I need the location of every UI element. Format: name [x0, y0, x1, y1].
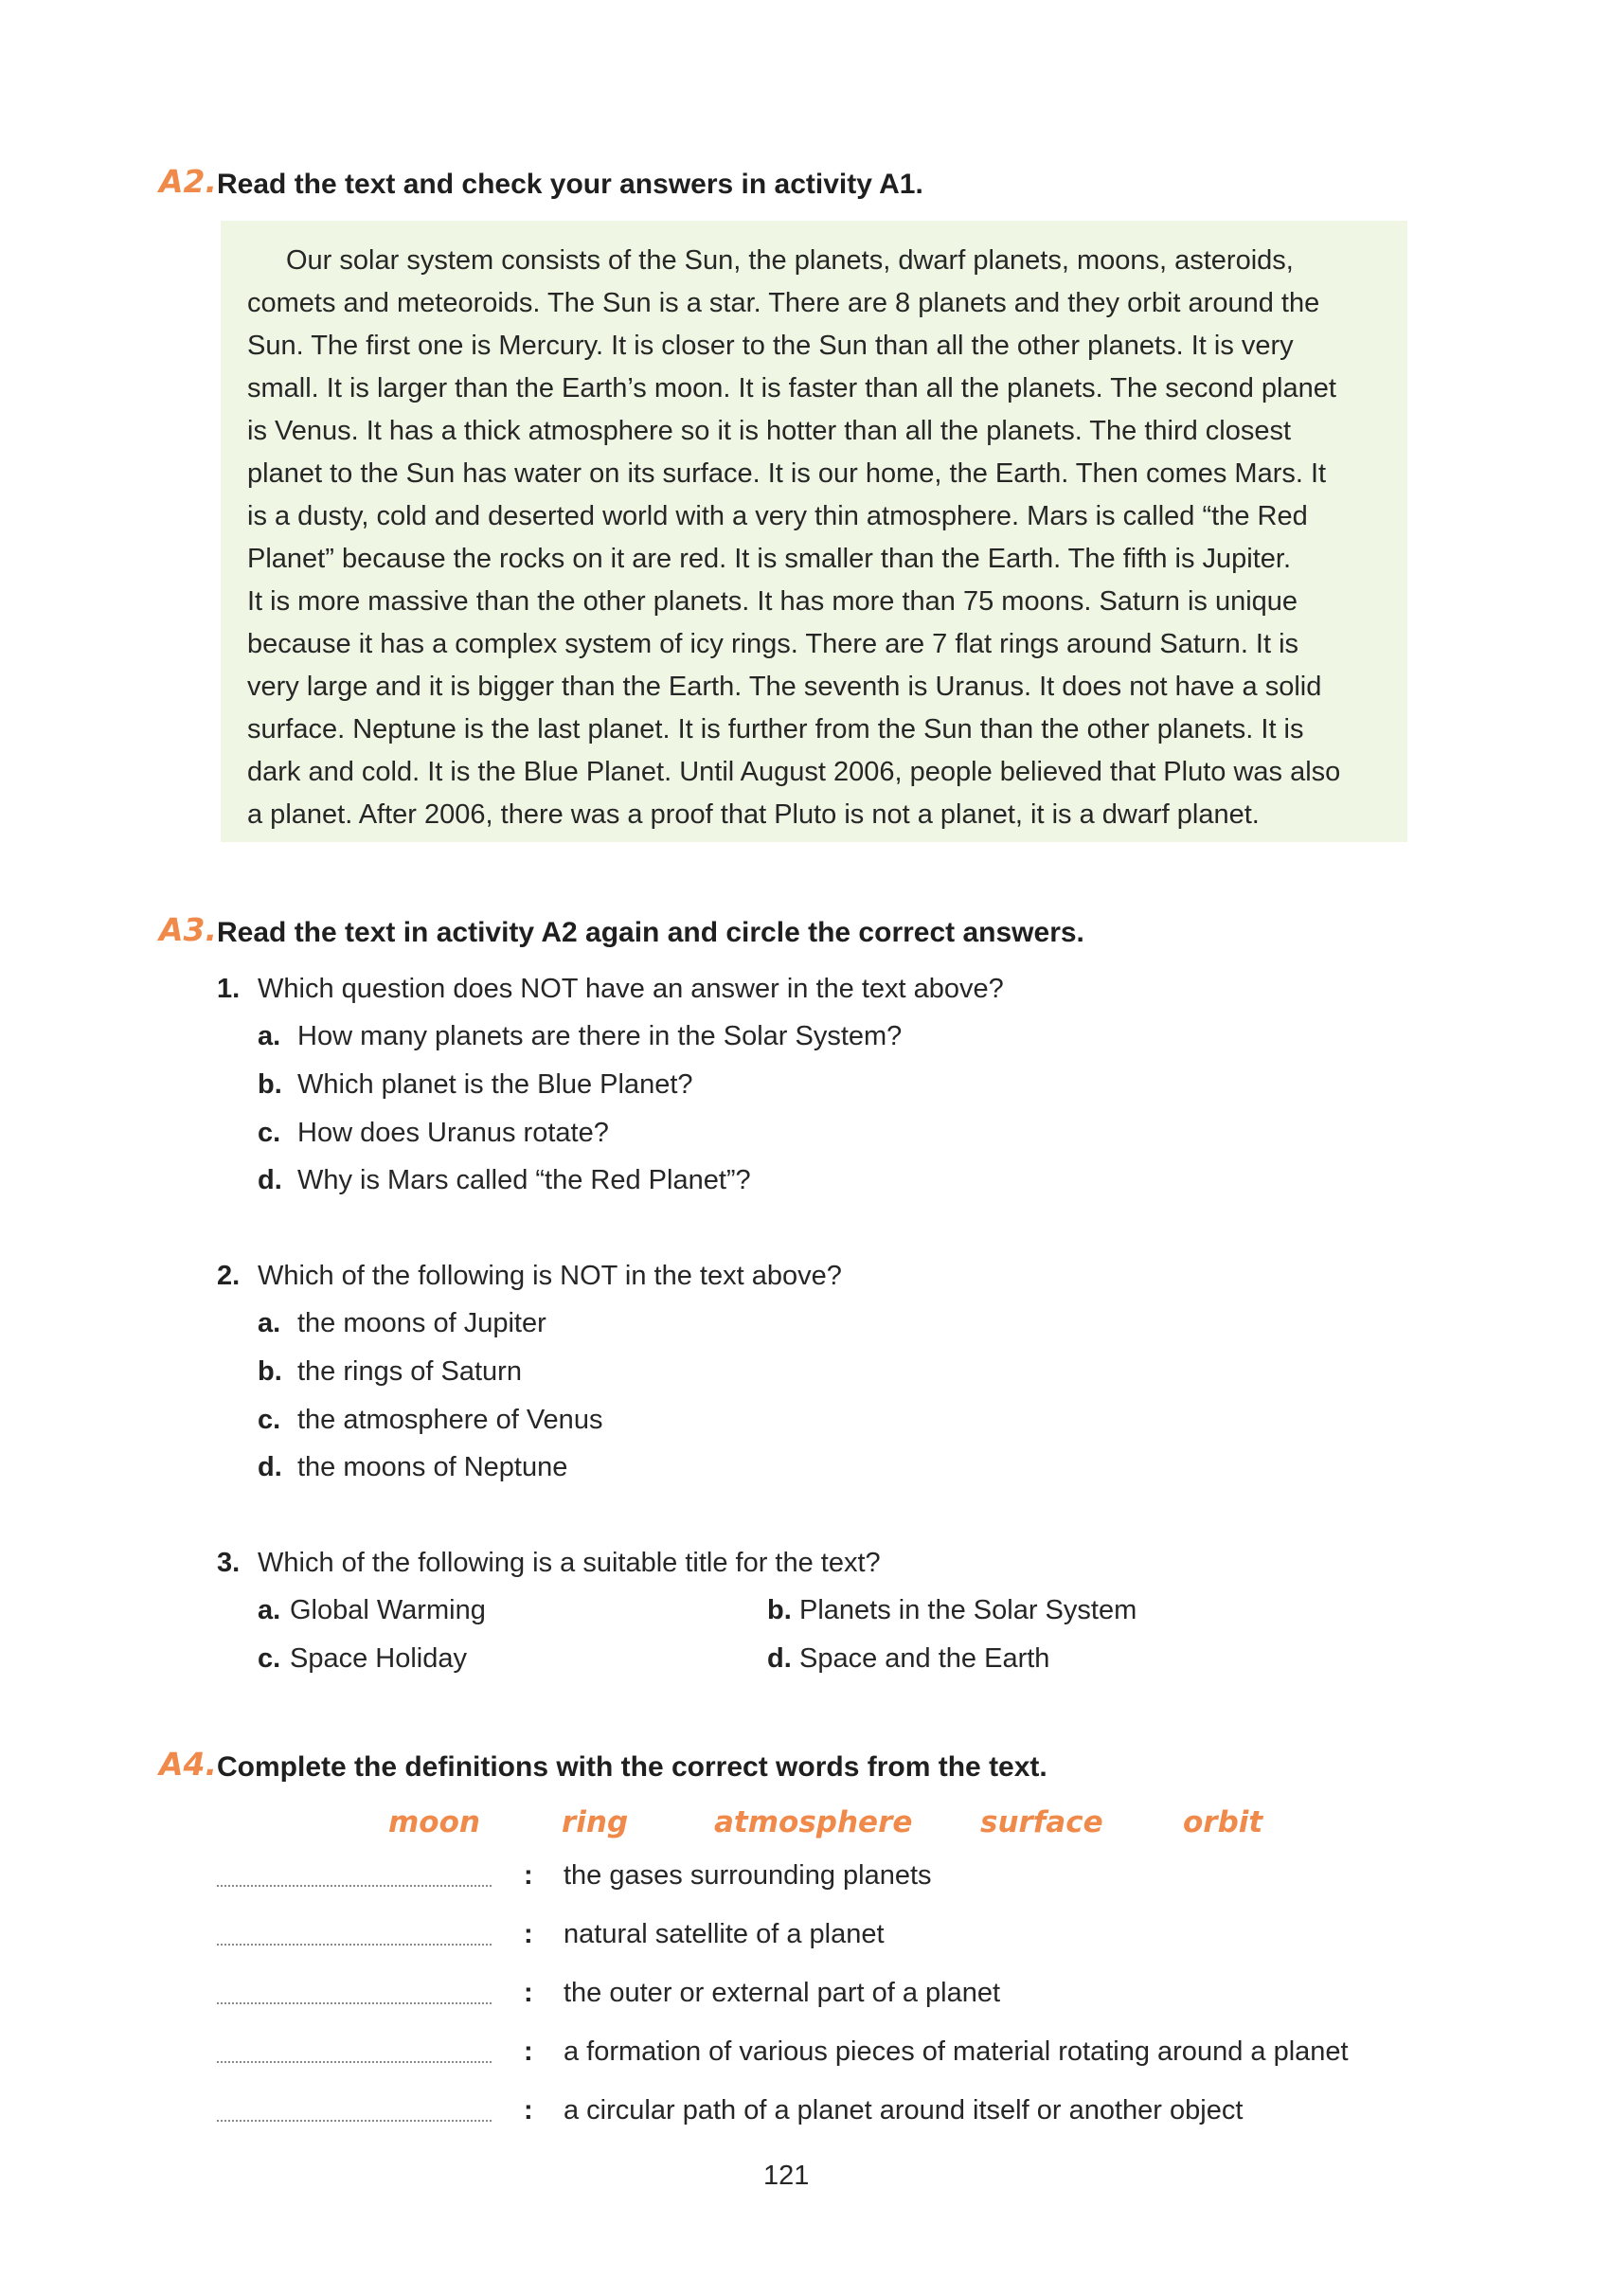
- activity-title-a4: Complete the definitions with the correct words from the text.: [217, 1751, 1047, 1783]
- definition-text: the gases surrounding planets: [564, 1860, 932, 1891]
- option-letter[interactable]: d.: [767, 1643, 792, 1674]
- option-letter[interactable]: a.: [258, 1308, 281, 1338]
- passage-line: dark and cold. It is the Blue Planet. Until August 2006, people believed that Pluto was also: [247, 757, 1341, 787]
- word-bank-moon: moon: [388, 1805, 480, 1839]
- answer-blank[interactable]: [217, 2120, 492, 2122]
- passage-line: a planet. After 2006, there was a proof that Pluto is not a planet, it is a dwarf planet.: [247, 799, 1260, 830]
- option-text[interactable]: Which planet is the Blue Planet?: [297, 1069, 693, 1100]
- option-text[interactable]: Planets in the Solar System: [799, 1595, 1137, 1625]
- passage-line: Sun. The first one is Mercury. It is closer to the Sun than all the other planets. It is very: [247, 331, 1294, 361]
- answer-blank[interactable]: [217, 2061, 492, 2063]
- option-text[interactable]: the moons of Jupiter: [297, 1308, 546, 1338]
- option-text[interactable]: How many planets are there in the Solar System?: [297, 1021, 903, 1051]
- definition-text: a circular path of a planet around itself or another object: [564, 2095, 1244, 2126]
- definition-text: natural satellite of a planet: [564, 1919, 885, 1949]
- colon: :: [524, 2036, 533, 2067]
- colon: :: [524, 2095, 533, 2126]
- word-bank-surface: surface: [980, 1805, 1103, 1839]
- option-text[interactable]: the atmosphere of Venus: [297, 1405, 603, 1435]
- activity-title-a2: Read the text and check your answers in activity A1.: [217, 169, 923, 200]
- page-number: 121: [763, 2161, 810, 2191]
- reading-passage: [221, 221, 1407, 842]
- definition-text: a formation of various pieces of material rotating around a planet: [564, 2036, 1349, 2067]
- answer-blank[interactable]: [217, 1944, 492, 1946]
- passage-line: Planet” because the rocks on it are red. It is smaller than the Earth. The fifth is Jupiter.: [247, 544, 1292, 574]
- passage-line: Our solar system consists of the Sun, the planets, dwarf planets, moons, asteroids,: [286, 245, 1294, 276]
- passage-line: comets and meteoroids. The Sun is a star. There are 8 planets and they orbit around the: [247, 288, 1320, 318]
- option-text[interactable]: Space Holiday: [290, 1643, 467, 1674]
- question-number: 3.: [217, 1548, 241, 1578]
- option-text[interactable]: Global Warming: [290, 1595, 486, 1625]
- passage-line: It is more massive than the other planets. It has more than 75 moons. Saturn is unique: [247, 586, 1298, 617]
- passage-line: is a dusty, cold and deserted world with a very thin atmosphere. Mars is called “the Red: [247, 501, 1308, 531]
- colon: :: [524, 1919, 533, 1949]
- passage-line: is Venus. It has a thick atmosphere so it is hotter than all the planets. The third closest: [247, 416, 1292, 446]
- activity-label-a4: A4.: [159, 1746, 218, 1783]
- passage-line: planet to the Sun has water on its surface. It is our home, the Earth. Then comes Mars. It: [247, 458, 1327, 489]
- colon: :: [524, 1860, 533, 1891]
- passage-line: very large and it is bigger than the Earth. The seventh is Uranus. It does not have a solid: [247, 672, 1322, 702]
- activity-label-a3: A3.: [159, 911, 218, 948]
- option-text[interactable]: How does Uranus rotate?: [297, 1118, 609, 1148]
- answer-blank[interactable]: [217, 1885, 492, 1887]
- question-text: Which of the following is a suitable title for the text?: [258, 1548, 881, 1578]
- option-text[interactable]: the moons of Neptune: [297, 1452, 568, 1482]
- word-bank-atmosphere: atmosphere: [714, 1805, 913, 1839]
- word-bank-ring: ring: [562, 1805, 629, 1839]
- option-letter[interactable]: c.: [258, 1405, 281, 1435]
- option-letter[interactable]: b.: [767, 1595, 792, 1625]
- option-letter[interactable]: b.: [258, 1069, 282, 1100]
- word-bank-orbit: orbit: [1183, 1805, 1263, 1839]
- question-number: 2.: [217, 1261, 241, 1291]
- option-letter[interactable]: d.: [258, 1165, 282, 1195]
- option-letter[interactable]: a.: [258, 1021, 281, 1051]
- definition-text: the outer or external part of a planet: [564, 1978, 1001, 2008]
- option-letter[interactable]: a.: [258, 1595, 281, 1625]
- option-letter[interactable]: c.: [258, 1643, 281, 1674]
- colon: :: [524, 1978, 533, 2008]
- option-letter[interactable]: d.: [258, 1452, 282, 1482]
- activity-label-a2: A2.: [159, 163, 218, 200]
- question-text: Which question does NOT have an answer in the text above?: [258, 974, 1004, 1004]
- question-text: Which of the following is NOT in the text above?: [258, 1261, 842, 1291]
- activity-title-a3: Read the text in activity A2 again and circle the correct answers.: [217, 917, 1084, 948]
- option-text[interactable]: Space and the Earth: [799, 1643, 1050, 1674]
- option-text[interactable]: the rings of Saturn: [297, 1356, 522, 1387]
- passage-line: because it has a complex system of icy rings. There are 7 flat rings around Saturn. It is: [247, 629, 1299, 659]
- option-letter[interactable]: c.: [258, 1118, 281, 1148]
- passage-line: surface. Neptune is the last planet. It is further from the Sun than the other planets. It is: [247, 714, 1304, 744]
- answer-blank[interactable]: [217, 2002, 492, 2004]
- passage-line: small. It is larger than the Earth’s moon. It is faster than all the planets. The second planet: [247, 373, 1336, 404]
- option-letter[interactable]: b.: [258, 1356, 282, 1387]
- question-number: 1.: [217, 974, 241, 1004]
- option-text[interactable]: Why is Mars called “the Red Planet”?: [297, 1165, 751, 1195]
